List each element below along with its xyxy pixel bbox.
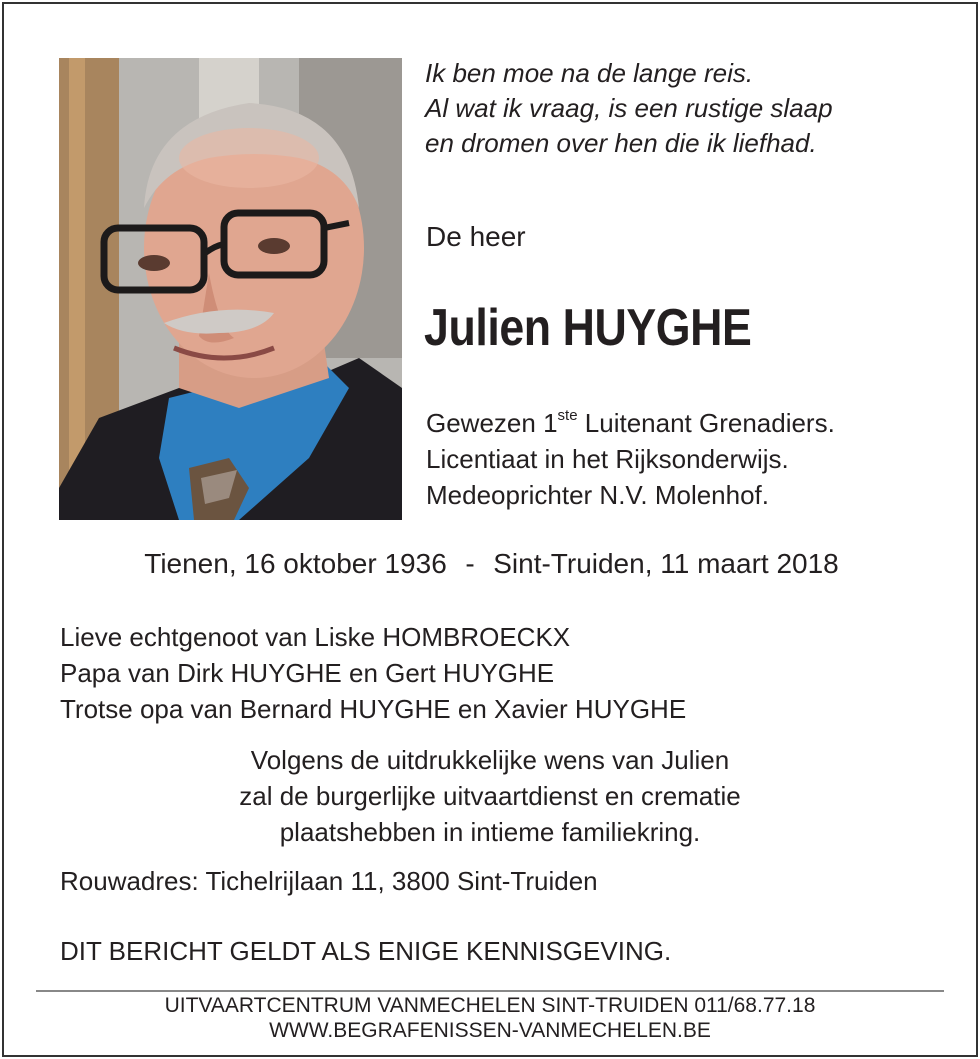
- career-info: [426, 405, 835, 513]
- career-rank-suffix: Luitenant Grenadiers.: [577, 408, 835, 438]
- family-line: Trotse opa van Bernard HUYGHE en Xavier HUYGHE: [60, 694, 687, 724]
- career-line-1: [426, 405, 835, 441]
- family-line: Papa van Dirk HUYGHE en Gert HUYGHE: [60, 658, 555, 688]
- family-relations: [60, 619, 686, 727]
- honorific: De heer: [426, 221, 526, 252]
- divider: [36, 990, 944, 992]
- deceased-name: Julien HUYGHE: [424, 299, 752, 357]
- family-line: Lieve echtgenoot van Liske HOMBROECKX: [60, 622, 571, 652]
- condolence-address: Rouwadres: Tichelrijlaan 11, 3800 Sint-Truiden: [60, 866, 598, 896]
- poem-line: en dromen over hen die ik liefhad.: [425, 128, 817, 158]
- official-notice: DIT BERICHT GELDT ALS ENIGE KENNISGEVING.: [60, 936, 672, 966]
- wish-line: zal de burgerlijke uitvaartdienst en crematie: [239, 781, 741, 811]
- wish-line: plaatshebben in intieme familiekring.: [279, 817, 701, 847]
- career-line-3: Medeoprichter N.V. Molenhof.: [426, 480, 770, 510]
- career-rank-prefix: Gewezen 1: [426, 408, 558, 438]
- poem-line: Ik ben moe na de lange reis.: [425, 58, 754, 88]
- funeral-home-contact: UITVAARTCENTRUM VANMECHELEN SINT-TRUIDEN 011/68.77.18: [164, 994, 816, 1017]
- poem-line: Al wat ik vraag, is een rustige slaap: [425, 93, 833, 123]
- funeral-home-website: WWW.BEGRAFENISSEN-VANMECHELEN.BE: [269, 1019, 711, 1042]
- funeral-wish: [0, 742, 980, 850]
- portrait-photo: [59, 58, 402, 520]
- birth-date: Tienen, 16 oktober 1936: [144, 548, 447, 579]
- funeral-home-footer: [0, 993, 980, 1043]
- wish-line: Volgens de uitdrukkelijke wens van Julien: [250, 745, 730, 775]
- death-date: Sint-Truiden, 11 maart 2018: [493, 548, 839, 579]
- career-rank-superscript: ste: [557, 407, 578, 424]
- career-line-2: Licentiaat in het Rijksonderwijs.: [426, 444, 789, 474]
- life-dates: [0, 548, 980, 580]
- date-separator: -: [465, 548, 475, 579]
- poem: [425, 56, 833, 161]
